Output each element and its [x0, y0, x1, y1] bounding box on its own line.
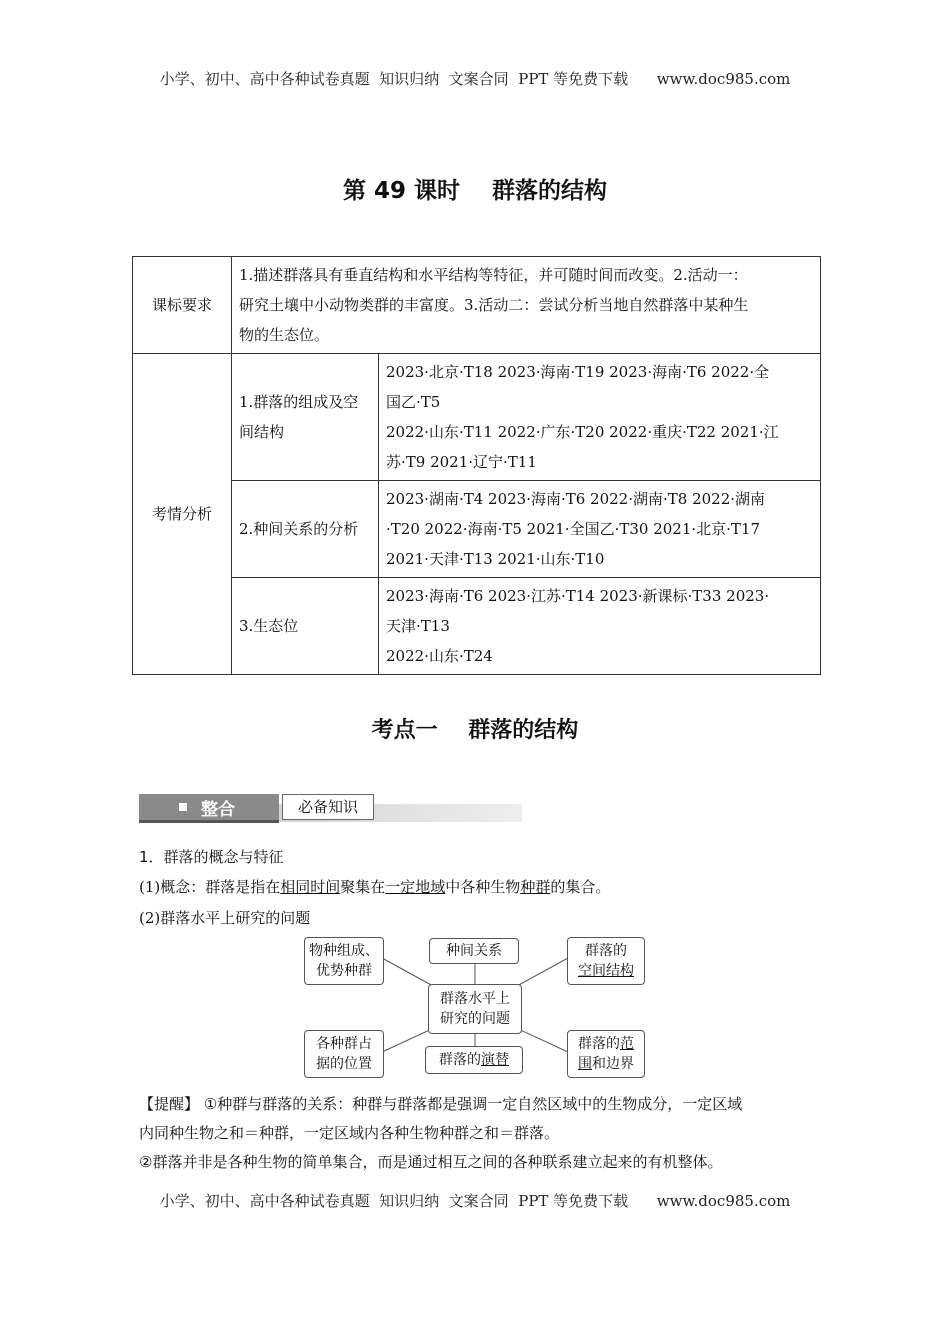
section-title: 考点一 群落的结构 — [371, 718, 579, 743]
topic-exams — [379, 354, 821, 481]
exam-line: 苏·T9 2021·辽宁·T11 — [386, 453, 537, 471]
text-span: 中各种生物 — [445, 878, 521, 896]
exam-line: 2023·海南·T6 2023·江苏·T14 2023·新课标·T33 2023· — [386, 587, 770, 605]
exam-line: 国乙·T5 — [386, 393, 441, 411]
table-row — [133, 481, 821, 578]
topic-name — [232, 354, 379, 481]
table-row — [133, 354, 821, 481]
curriculum-table — [132, 256, 821, 675]
row-header-analysis: 考情分析 — [133, 354, 232, 675]
exam-line: 2021·天津·T13 2021·山东·T10 — [386, 550, 605, 568]
standards-cell — [232, 257, 821, 354]
node-line: 群落的 — [585, 943, 627, 959]
node-line: 研究的问题 — [440, 1011, 510, 1027]
underlined-term: 一定地域 — [385, 878, 446, 896]
node-spatial-structure — [567, 937, 645, 985]
node-line: 优势种群 — [316, 963, 372, 979]
topic-exams — [379, 578, 821, 675]
topic-name-line: 间结构 — [239, 423, 285, 441]
table-row — [133, 257, 821, 354]
exam-line: ·T20 2022·海南·T5 2021·全国乙·T30 2021·北京·T17 — [386, 520, 761, 538]
underlined-term: 围 — [578, 1056, 592, 1072]
node-range-boundary — [567, 1030, 645, 1078]
section-banner — [139, 794, 522, 824]
underlined-term: 范 — [620, 1036, 634, 1052]
node-population-position — [304, 1030, 384, 1078]
underlined-term: 演替 — [481, 1052, 509, 1068]
topic-name-line: 3.生态位 — [239, 617, 299, 635]
exam-line: 2022·山东·T24 — [386, 647, 493, 665]
text-span: (1)概念：群落是指在 — [139, 878, 281, 896]
page-title: 第 49 课时 群落的结构 — [342, 178, 608, 204]
node-center — [428, 984, 522, 1034]
node-line: 各种群占 — [316, 1036, 372, 1052]
text-span: 的集合。 — [550, 878, 611, 896]
node-line: 种间关系 — [446, 943, 502, 959]
node-line: 物种组成、 — [309, 943, 379, 959]
exam-line: 2022·山东·T11 2022·广东·T20 2022·重庆·T22 2021·江 — [386, 423, 779, 441]
tip-line: 内同种生物之和＝种群，一定区域内各种生物种群之和＝群落。 — [139, 1124, 560, 1142]
text-span: 聚集在 — [340, 878, 386, 896]
node-succession — [425, 1046, 523, 1074]
node-species-composition — [304, 937, 384, 985]
topic-exams — [379, 481, 821, 578]
page-footer: 小学、初中、高中各种试卷真题 知识归纳 文案合同 PPT 等免费下载 www.doc985.com — [159, 1192, 791, 1210]
row-header-standards: 课标要求 — [133, 257, 232, 354]
topic-name-line: 2.种间关系的分析 — [239, 520, 359, 538]
subheading: 1．群落的概念与特征 — [139, 848, 284, 866]
node-line: 群落的 — [439, 1052, 481, 1068]
exam-line: 2023·北京·T18 2023·海南·T19 2023·海南·T6 2022·全 — [386, 363, 770, 381]
topic-name — [232, 481, 379, 578]
exam-line: 2023·湖南·T4 2023·海南·T6 2022·湖南·T8 2022·湖南 — [386, 490, 766, 508]
page-header: 小学、初中、高中各种试卷真题 知识归纳 文案合同 PPT 等免费下载 www.doc985.com — [159, 70, 791, 88]
concept-paragraph — [139, 876, 610, 897]
underlined-term: 相同时间 — [280, 878, 341, 896]
tip-line: ②群落并非是各种生物的简单集合，而是通过相互之间的各种联系建立起来的有机整体。 — [139, 1153, 723, 1171]
standards-line: 研究土壤中小动物类群的丰富度。3.活动二：尝试分析当地自然群落中某种生 — [239, 296, 749, 314]
node-line: 和边界 — [592, 1056, 634, 1072]
standards-line: 1.描述群落具有垂直结构和水平结构等特征，并可随时间而改变。2.活动一： — [239, 266, 748, 284]
underlined-term: 种群 — [520, 878, 551, 896]
topic-name-line: 1.群落的组成及空 — [239, 393, 359, 411]
standards-line: 物的生态位。 — [239, 326, 330, 344]
table-row — [133, 578, 821, 675]
node-line: 据的位置 — [316, 1056, 372, 1072]
topic-name — [232, 578, 379, 675]
node-line: 群落水平上 — [440, 991, 510, 1007]
square-bullet-icon — [179, 803, 187, 811]
subheading-2: (2)群落水平上研究的问题 — [139, 909, 311, 927]
tip-line: 【提醒】 ①种群与群落的关系：种群与群落都是强调一定自然区域中的生物成分，一定区域 — [139, 1095, 743, 1113]
node-line: 空间结构 — [578, 963, 634, 979]
banner-label: 整合 — [201, 800, 235, 820]
node-interspecific — [429, 938, 519, 964]
exam-line: 天津·T13 — [386, 617, 450, 635]
banner-tag: 必备知识 — [282, 794, 374, 820]
node-line: 群落的 — [578, 1036, 620, 1052]
